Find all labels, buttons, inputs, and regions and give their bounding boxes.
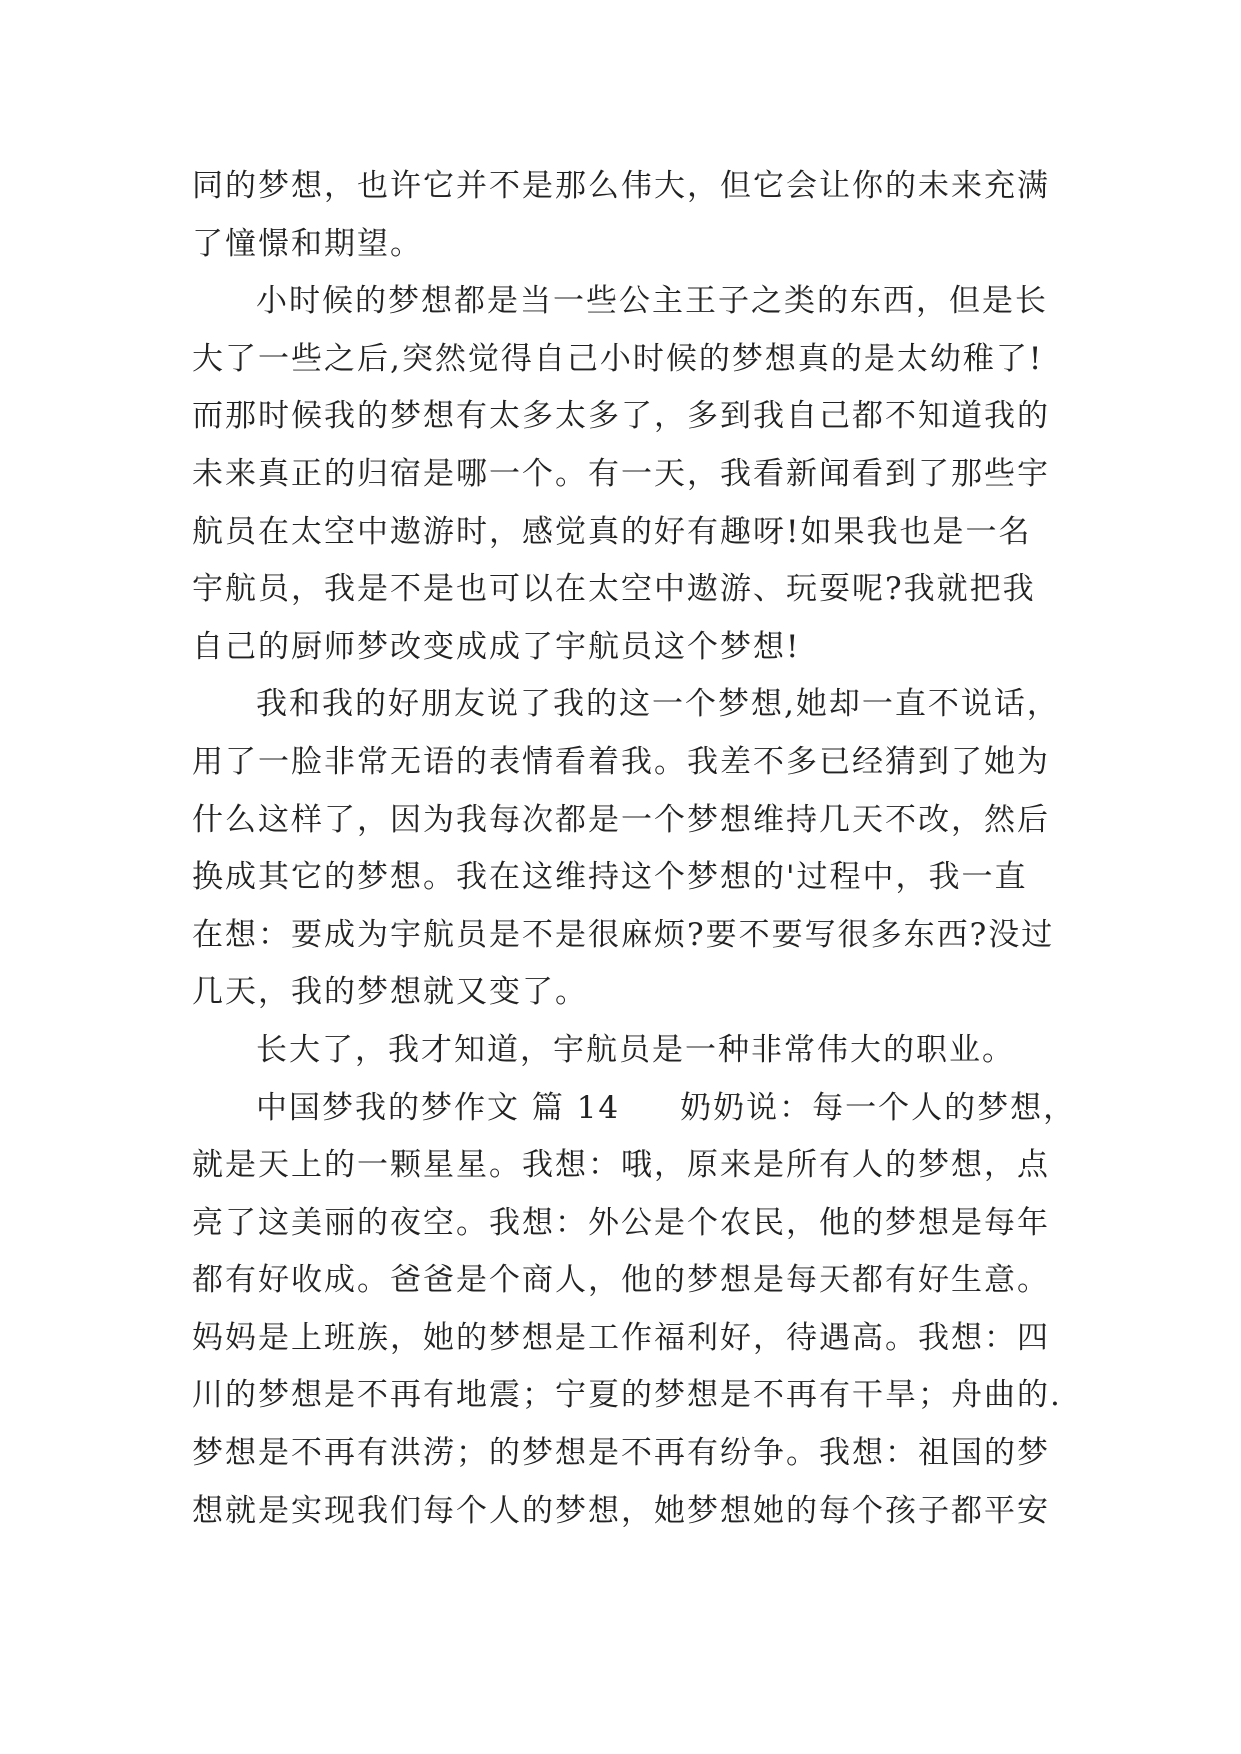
section-first-text: 奶奶说：每一个人的梦想， [680, 1089, 1077, 1126]
text-line: 未来真正的归宿是哪一个。有一天，我看新闻看到了那些宇 [192, 455, 1050, 492]
text-line: 就是天上的一颗星星。我想：哦，原来是所有人的梦想，点 [192, 1147, 1050, 1184]
text-line: 妈妈是上班族，她的梦想是工作福利好，待遇高。我想：四 [192, 1319, 1050, 1356]
text-line: 而那时候我的梦想有太多太多了，多到我自己都不知道我的 [192, 398, 1050, 435]
document-body [192, 158, 1077, 1540]
text-line: 什么这样了，因为我每次都是一个梦想维持几天不改，然后 [192, 801, 1050, 838]
text-line: 换成其它的梦想。我在这维持这个梦想的'过程中，我一直 [192, 859, 1028, 896]
paragraph-first-line: 我和我的好朋友说了我的这一个梦想,她却一直不说话， [256, 686, 1060, 723]
text-line: 亮了这美丽的夜空。我想：外公是个农民，他的梦想是每年 [192, 1204, 1050, 1241]
text-line: 宇航员，我是不是也可以在太空中遨游、玩耍呢?我就把我 [192, 571, 1036, 608]
text-line: 都有好收成。爸爸是个商人，他的梦想是每天都有好生意。 [192, 1262, 1050, 1299]
text-line: 大了一些之后,突然觉得自己小时候的梦想真的是太幼稚了! [192, 340, 1044, 377]
text-line: 自己的厨师梦改变成成了宇航员这个梦想! [192, 628, 801, 665]
text-line: 想就是实现我们每个人的梦想，她梦想她的每个孩子都平安 [192, 1492, 1050, 1529]
text-line: 梦想是不再有洪涝；的梦想是不再有纷争。我想：祖国的梦 [192, 1435, 1050, 1472]
paragraph-first-line: 小时候的梦想都是当一些公主王子之类的东西，但是长 [256, 283, 1048, 320]
text-line: 航员在太空中遨游时，感觉真的好有趣呀!如果我也是一名 [192, 513, 1032, 550]
paragraph-first-line: 长大了，我才知道，宇航员是一种非常伟大的职业。 [256, 1031, 1015, 1068]
text-line: 几天，我的梦想就又变了。 [192, 974, 588, 1011]
text-line: 在想：要成为宇航员是不是很麻烦?要不要写很多东西?没过 [192, 916, 1055, 953]
text-line: 用了一脸非常无语的表情看着我。我差不多已经猜到了她为 [192, 743, 1050, 780]
text-line: 同的梦想，也许它并不是那么伟大，但它会让你的未来充满 [192, 168, 1050, 204]
section-heading-line [192, 1080, 1077, 1138]
section-heading: 中国梦我的梦作文 篇 14 [256, 1089, 621, 1126]
text-line: 川的梦想是不再有地震；宁夏的梦想是不再有干旱；舟曲的. [192, 1377, 1062, 1414]
text-line: 了憧憬和期望。 [192, 225, 423, 262]
